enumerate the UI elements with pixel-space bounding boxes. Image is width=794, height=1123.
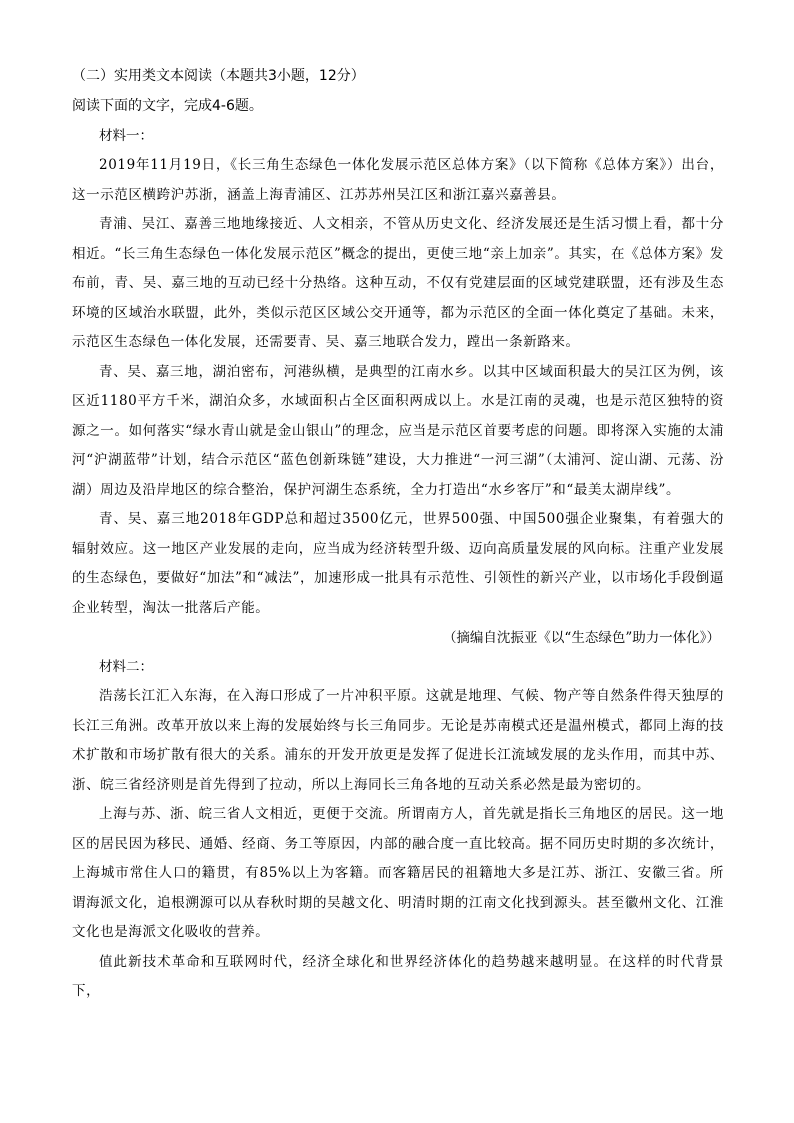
material-two-paragraph: 浩荡长江汇入东海，在入海口形成了一片冲积平原。这就是地理、气候、物产等自然条件得天独厚的长江三角洲。改革开放以来上海的发展始终与长三角同步。无论是苏南模式还是温州模式，都同上海的技术扩散和市场扩散有很大的关系。浦东的开发开放更是发挥了促进长江流域发展的龙头作用，而其中苏、浙、皖三省经济则是首先得到了拉动，所以上海同长三角各地的互动关系必然是最为密切的。 [72, 688, 724, 793]
material-two-label: 材料二： [99, 659, 153, 675]
material-two-paragraph: 值此新技术革命和互联网时代，经济全球化和世界经济体化的趋势越来越明显。在这样的时代背景下， [72, 953, 724, 999]
material-one-paragraph: 青、吴、嘉三地，湖泊密布，河港纵横，是典型的江南水乡。以其中区域面积最大的吴江区为例，该区近1180平方千米，湖泊众多，水域面积占全区面积两成以上。水是江南的灵魂，也是示范区独特的资源之一。如何落实“绿水青山就是金山银山”的理念，应当是示范区首要考虑的问题。即将深入实施的太浦河“沪湖蓝带”计划，结合示范区“蓝色创新珠链”建设，大力推进“一河三湖”（太浦河、淀山湖、元荡、汾湖）周边及沿岸地区的综合整治，保护河湖生态系统，全力打造出“水乡客厅”和“最美太湖岸线”。 [72, 363, 724, 498]
material-one-source: （摘编自沈振亚《以“生态绿色”助力一体化》） [442, 630, 720, 646]
material-one-label: 材料一： [99, 128, 153, 144]
document-content [72, 64, 724, 1007]
material-one-paragraph: 青、吴、嘉三地2018年GDP总和超过3500亿元，世界500强、中国500强企业聚集，有着强大的辐射效应。这一地区产业发展的走向，应当成为经济转型升级、迈向高质量发展的风向标。注重产业发展的生态绿色，要做好“加法”和“减法”，加速形成一批具有示范性、引领性的新兴产业，以市场化手段倒逼企业转型，淘汰一批落后产能。 [72, 511, 724, 616]
material-two-paragraph: 上海与苏、浙、皖三省人文相近，更便于交流。所谓南方人，首先就是指长三角地区的居民。这一地区的居民因为移民、通婚、经商、务工等原因，内部的融合度一直比较高。据不同历史时期的多次统计，上海城市常住人口的籍贯，有85%以上为客籍。而客籍居民的祖籍地大多是江苏、浙江、安徽三省。所谓海派文化，追根溯源可以从春秋时期的吴越文化、明清时期的江南文化找到源头。甚至徽州文化、江淮文化也是海派文化吸收的营养。 [72, 806, 724, 940]
material-one-paragraph: 2019年11月19日，《长三角生态绿色一体化发展示范区总体方案》（以下简称《总体方案》）出台，这一示范区横跨沪苏浙，涵盖上海青浦区、江苏苏州吴江区和浙江嘉兴嘉善县。 [72, 157, 724, 203]
reading-instruction: 阅读下面的文字，完成4-6题。 [72, 98, 263, 114]
section-title: （二）实用类文本阅读（本题共3小题，12分） [72, 68, 365, 84]
material-one-paragraph: 青浦、吴江、嘉善三地地缘接近、人文相亲，不管从历史文化、经济发展还是生活习惯上看，都十分相近。“长三角生态绿色一体化发展示范区”概念的提出，更使三地“亲上加亲”。其实，在《总体方案》发布前，青、吴、嘉三地的互动已经十分热络。这种互动，不仅有党建层面的区域党建联盟，还有涉及生态环境的区域治水联盟，此外，类似示范区区域公交开通等，都为示范区的全面一体化奠定了基础。未来，示范区生态绿色一体化发展，还需要青、吴、嘉三地联合发力，蹚出一条新路来。 [72, 216, 724, 350]
